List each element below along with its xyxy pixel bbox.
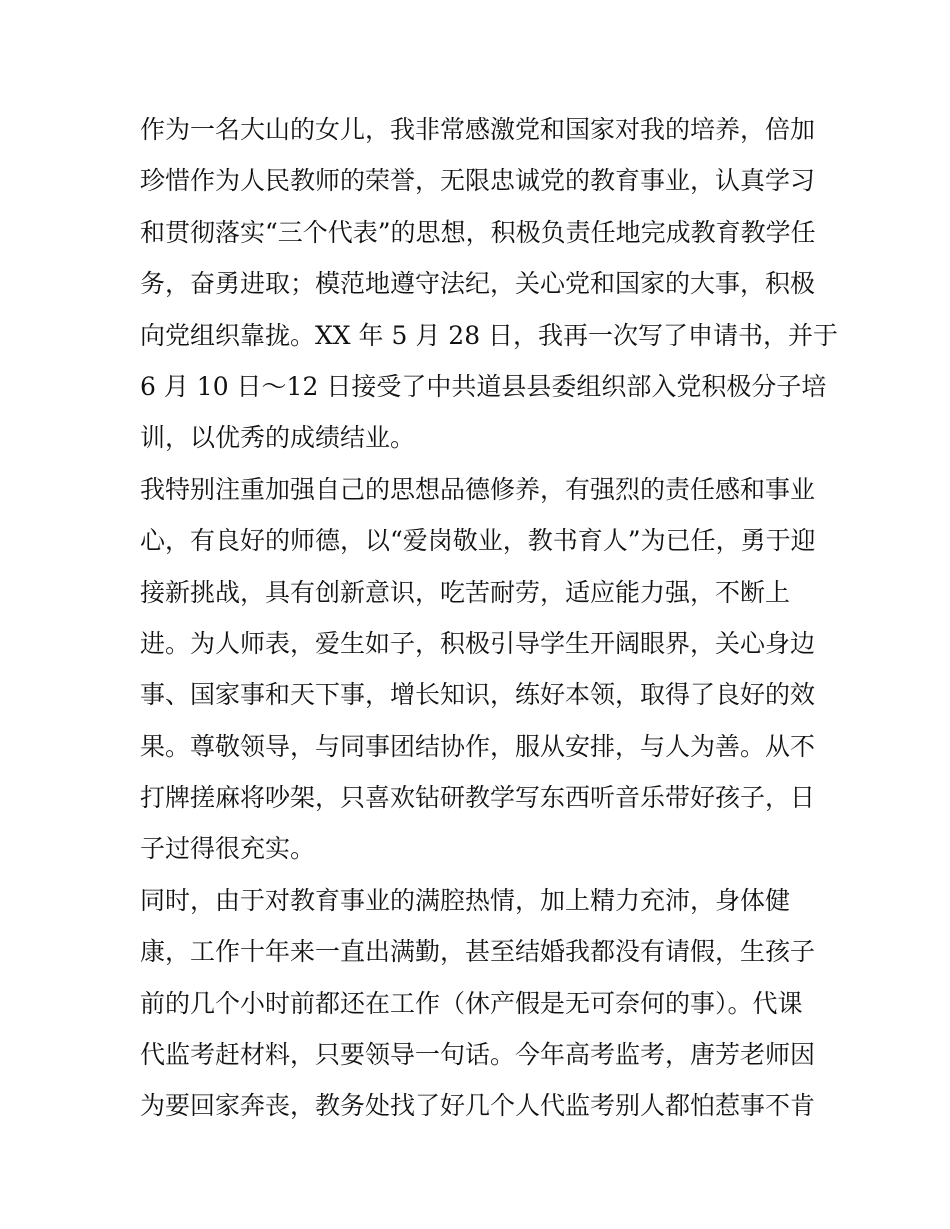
text-line: 接新挑战，具有创新意识，吃苦耐劳，适应能力强，不断上 (140, 577, 791, 607)
text-line: 进。为人师表，爱生如子，积极引导学生开阔眼界，关心身边 (140, 628, 816, 658)
text-line: 康，工作十年来一直出满勤，甚至结婚我都没有请假，生孩子 (140, 937, 816, 967)
text-line: 珍惜作为人民教师的荣誉，无限忠诚党的教育事业，认真学习 (140, 166, 816, 196)
text-line: 训，以优秀的成绩结业。 (140, 423, 416, 453)
text-line: 代监考赶材料，只要领导一句话。今年高考监考，唐芳老师因 (140, 1040, 816, 1070)
paragraph-3 (140, 875, 815, 1132)
text-line: 打牌搓麻将吵架，只喜欢钻研教学写东西听音乐带好孩子，日 (140, 783, 816, 813)
document-body (140, 104, 839, 1132)
text-line: 我特别注重加强自己的思想品德修养，有强烈的责任感和事业 (140, 474, 816, 504)
text-line: 事、国家事和天下事，增长知识，练好本领，取得了良好的效 (140, 680, 816, 710)
text-line: 和贯彻落实“三个代表”的思想，积极负责任地完成教育教学任 (140, 217, 816, 247)
text-line: 6 月 10 日～12 日接受了中共道县县委组织部入党积极分子培 (140, 371, 827, 401)
text-line: 心，有良好的师德，以“爱岗敬业，教书育人”为已任，勇于迎 (140, 526, 816, 556)
text-line: 果。尊敬领导，与同事团结协作，服从安排，与人为善。从不 (140, 731, 816, 761)
text-line: 向党组织靠拢。XX 年 5 月 28 日，我再一次写了申请书，并于 (140, 320, 839, 350)
paragraph-2 (140, 464, 815, 875)
text-line: 前的几个小时前都还在工作（休产假是无可奈何的事）。代课 (140, 988, 803, 1018)
text-line: 为要回家奔丧，教务处找了好几个人代监考别人都怕惹事不肯 (140, 1091, 816, 1121)
text-line: 务，奋勇进取；模范地遵守法纪，关心党和国家的大事，积极 (140, 269, 816, 299)
text-line: 作为一名大山的女儿，我非常感激党和国家对我的培养，倍加 (140, 115, 816, 144)
text-line: 子过得很充实。 (140, 834, 316, 864)
text-line: 同时，由于对教育事业的满腔热情，加上精力充沛，身体健 (140, 885, 791, 915)
paragraph-1 (140, 104, 839, 464)
